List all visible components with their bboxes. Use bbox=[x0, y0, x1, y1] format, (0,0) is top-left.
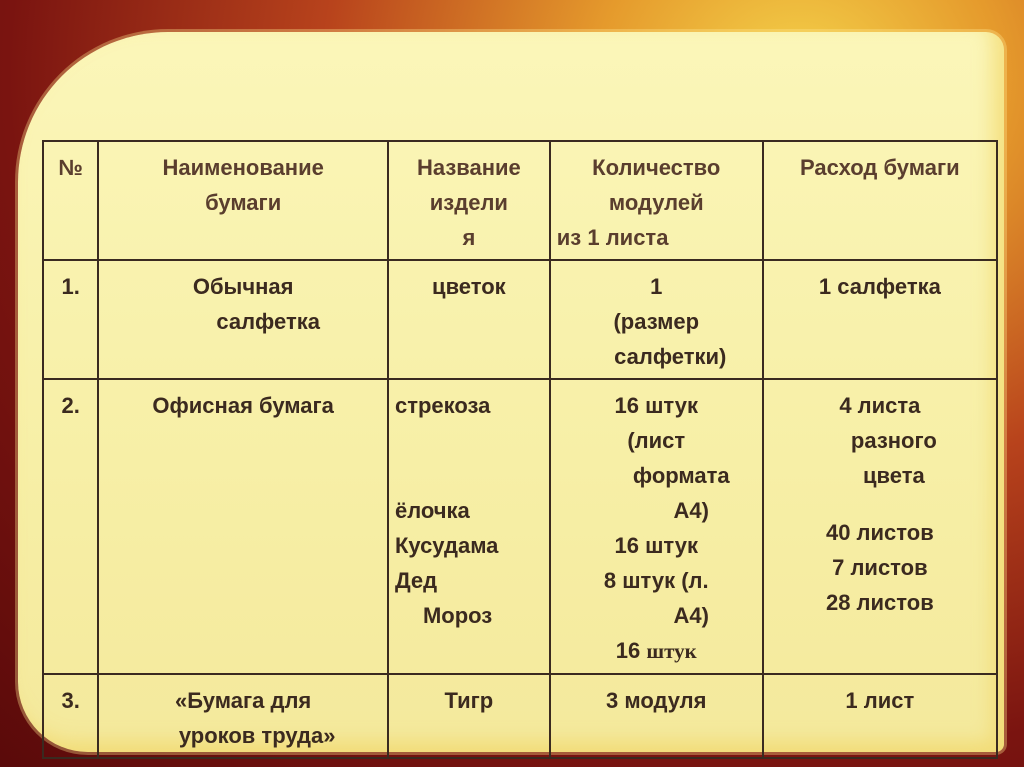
table-row bbox=[43, 674, 997, 758]
item-name-cell: Тигр bbox=[388, 674, 550, 758]
qty-unit: штук bbox=[646, 639, 697, 663]
header-paper-use: Расход бумаги bbox=[763, 141, 997, 260]
row-number: 2. bbox=[43, 379, 98, 674]
paper-use-cell: 4 листа разного цвета 40 листов 7 листов 28 листов bbox=[763, 379, 997, 674]
paper-name-cell: «Бумага для уроков труда» bbox=[98, 674, 388, 758]
header-paper-name: Наименование бумаги bbox=[98, 141, 388, 260]
paper-name-cell: Офисная бумага bbox=[98, 379, 388, 674]
paper-name-cell: Обычная салфетка bbox=[98, 260, 388, 379]
row-number: 1. bbox=[43, 260, 98, 379]
header-num: № bbox=[43, 141, 98, 260]
table-row bbox=[43, 260, 997, 379]
paper-use-cell: 1 лист bbox=[763, 674, 997, 758]
item-name-cell: стрекоза ёлочка Кусудама Дед Мороз bbox=[388, 379, 550, 674]
paper-usage-table bbox=[42, 140, 998, 759]
qty-number: 16 bbox=[615, 638, 641, 663]
row-number: 3. bbox=[43, 674, 98, 758]
table-row bbox=[43, 379, 997, 674]
spacer bbox=[395, 423, 543, 493]
modules-qty-cell: 1 (размер салфетки) bbox=[550, 260, 763, 379]
paper-use-cell: 1 салфетка bbox=[763, 260, 997, 379]
item-name-cell: цветок bbox=[388, 260, 550, 379]
header-row bbox=[43, 141, 997, 260]
header-modules-qty: Количество модулей из 1 листа bbox=[550, 141, 763, 260]
modules-qty-cell: 3 модуля bbox=[550, 674, 763, 758]
header-item-name: Название издели я bbox=[388, 141, 550, 260]
modules-qty-cell: 16 штук (лист формата А4) 16 штук 8 штук (л. А4) 16 штук bbox=[550, 379, 763, 674]
